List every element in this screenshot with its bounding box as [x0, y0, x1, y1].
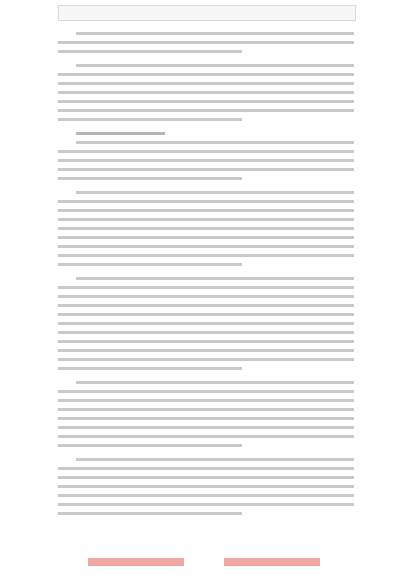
paragraph-3: [58, 141, 354, 180]
paragraph-1: [58, 32, 354, 53]
paragraph-4: [58, 191, 354, 266]
header-banner: [58, 5, 356, 21]
paragraph-5: [58, 277, 354, 370]
paragraph-7: [58, 458, 354, 515]
document-body: [58, 32, 354, 537]
footer-contact-left: [88, 558, 184, 566]
footer-contact-right: [224, 558, 320, 566]
footer: [0, 558, 408, 570]
section-heading: [76, 132, 165, 135]
paragraph-2: [58, 64, 354, 121]
paragraph-6: [58, 381, 354, 447]
